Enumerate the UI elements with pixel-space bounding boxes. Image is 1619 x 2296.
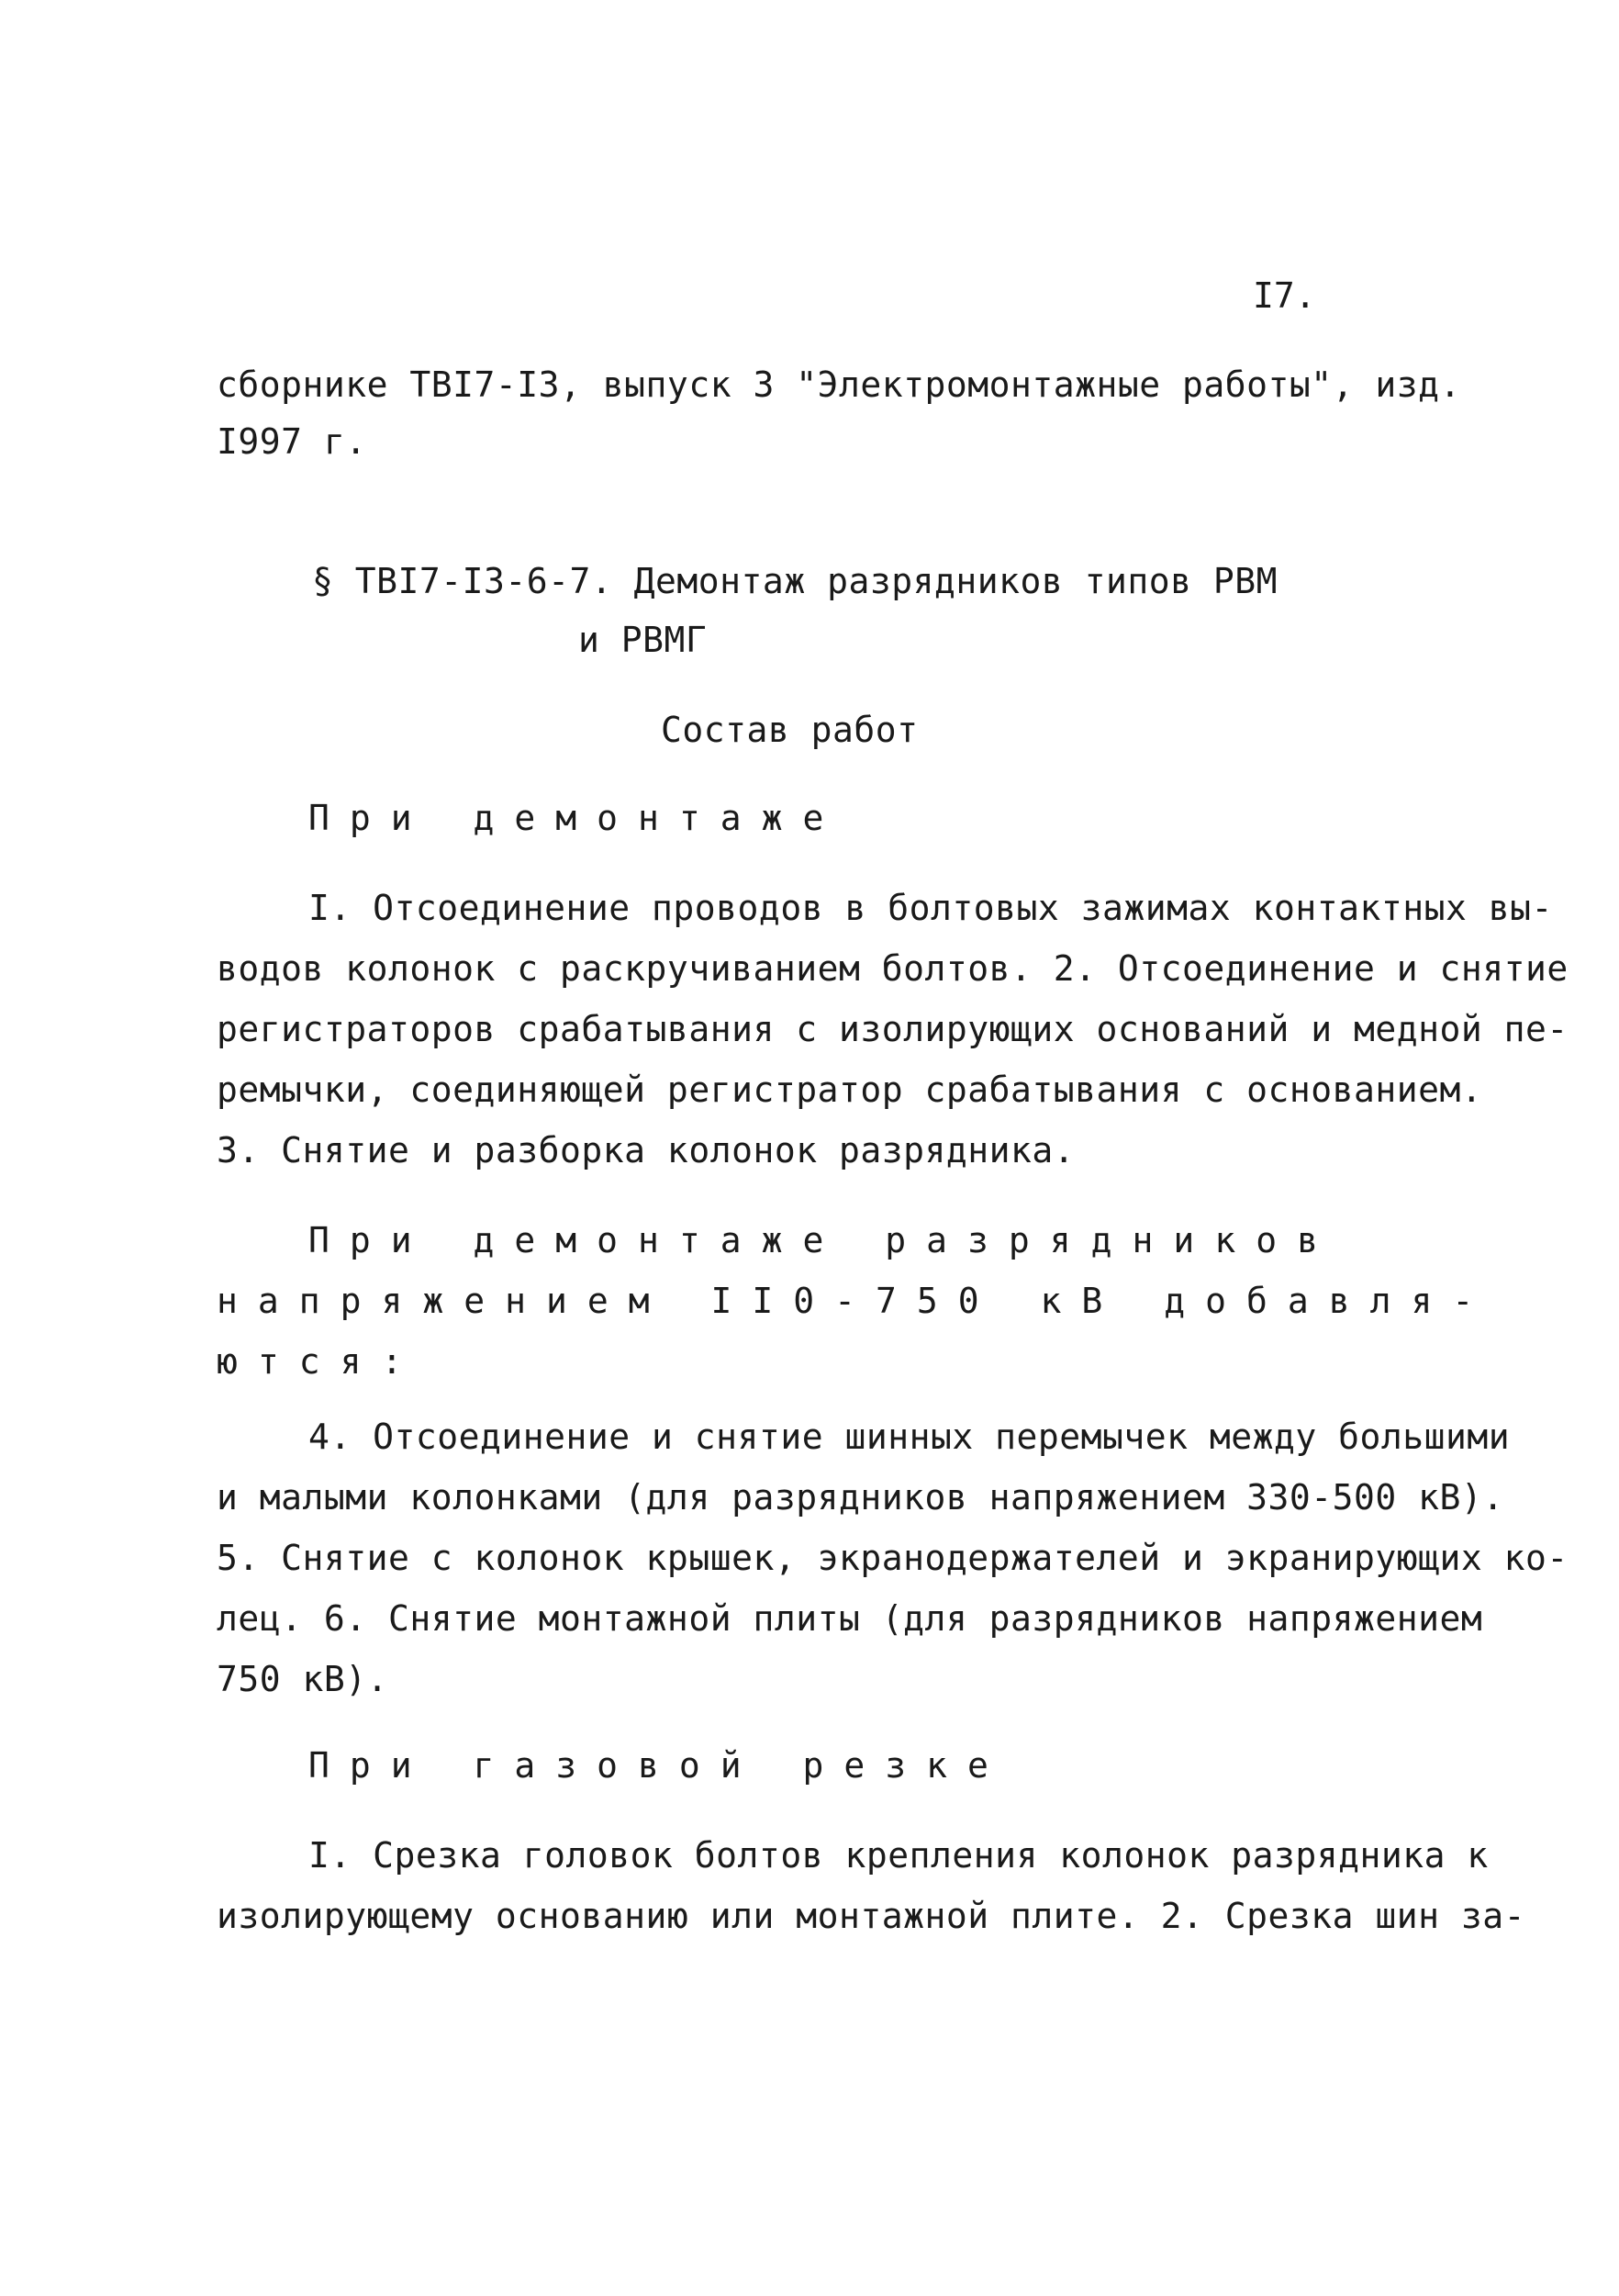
high-voltage-line-2: и малыми колонками (для разрядников напряжением 330-500 кВ). (217, 1477, 1504, 1518)
high-voltage-line-3: 5. Снятие с колонок крышек, экранодержателей и экранирующих ко- (217, 1538, 1569, 1578)
dismantling-line-1: I. Отсоединение проводов в болтовых зажимах контактных вы- (308, 888, 1553, 928)
high-voltage-heading-3: ются: (217, 1341, 423, 1382)
high-voltage-line-4: лец. 6. Снятие монтажной плиты (для разрядников напряжением (217, 1598, 1483, 1639)
section-title-line-1: § ТВI7-I3-6-7. Демонтаж разрядников типов РВМ (312, 561, 1278, 601)
section-title-line-2: и РВМГ (578, 620, 708, 660)
high-voltage-heading-1: При демонтаже разрядников (308, 1220, 1338, 1260)
high-voltage-line-5: 750 кВ). (217, 1659, 389, 1699)
dismantling-line-3: регистраторов срабатывания с изолирующих оснований и медной пе- (217, 1009, 1569, 1049)
gas-cutting-line-2: изолирующему основанию или монтажной плите. 2. Срезка шин за- (217, 1896, 1526, 1936)
high-voltage-heading-2: напряжением II0-750 кВ добавля- (217, 1281, 1494, 1321)
composition-heading: Состав работ (661, 710, 919, 750)
gas-cutting-heading: При газовой резке (308, 1745, 1009, 1786)
dismantling-line-2: водов колонок с раскручиванием болтов. 2. Отсоединение и снятие (217, 948, 1569, 989)
dismantling-line-5: 3. Снятие и разборка колонок разрядника. (217, 1130, 1076, 1170)
dismantling-line-4: ремычки, соединяющей регистратор срабатывания с основанием. (217, 1070, 1483, 1110)
gas-cutting-line-1: I. Срезка головок болтов крепления колонок разрядника к (308, 1835, 1489, 1876)
high-voltage-line-1: 4. Отсоединение и снятие шинных перемычек между большими (308, 1417, 1511, 1457)
intro-line-2: I997 г. (217, 421, 367, 462)
page-number: I7. (1253, 275, 1316, 316)
dismantling-heading: При демонтаже (308, 798, 844, 838)
intro-line-1: сборнике ТВI7-I3, выпуск 3 "Электромонтажные работы", изд. (217, 364, 1461, 405)
